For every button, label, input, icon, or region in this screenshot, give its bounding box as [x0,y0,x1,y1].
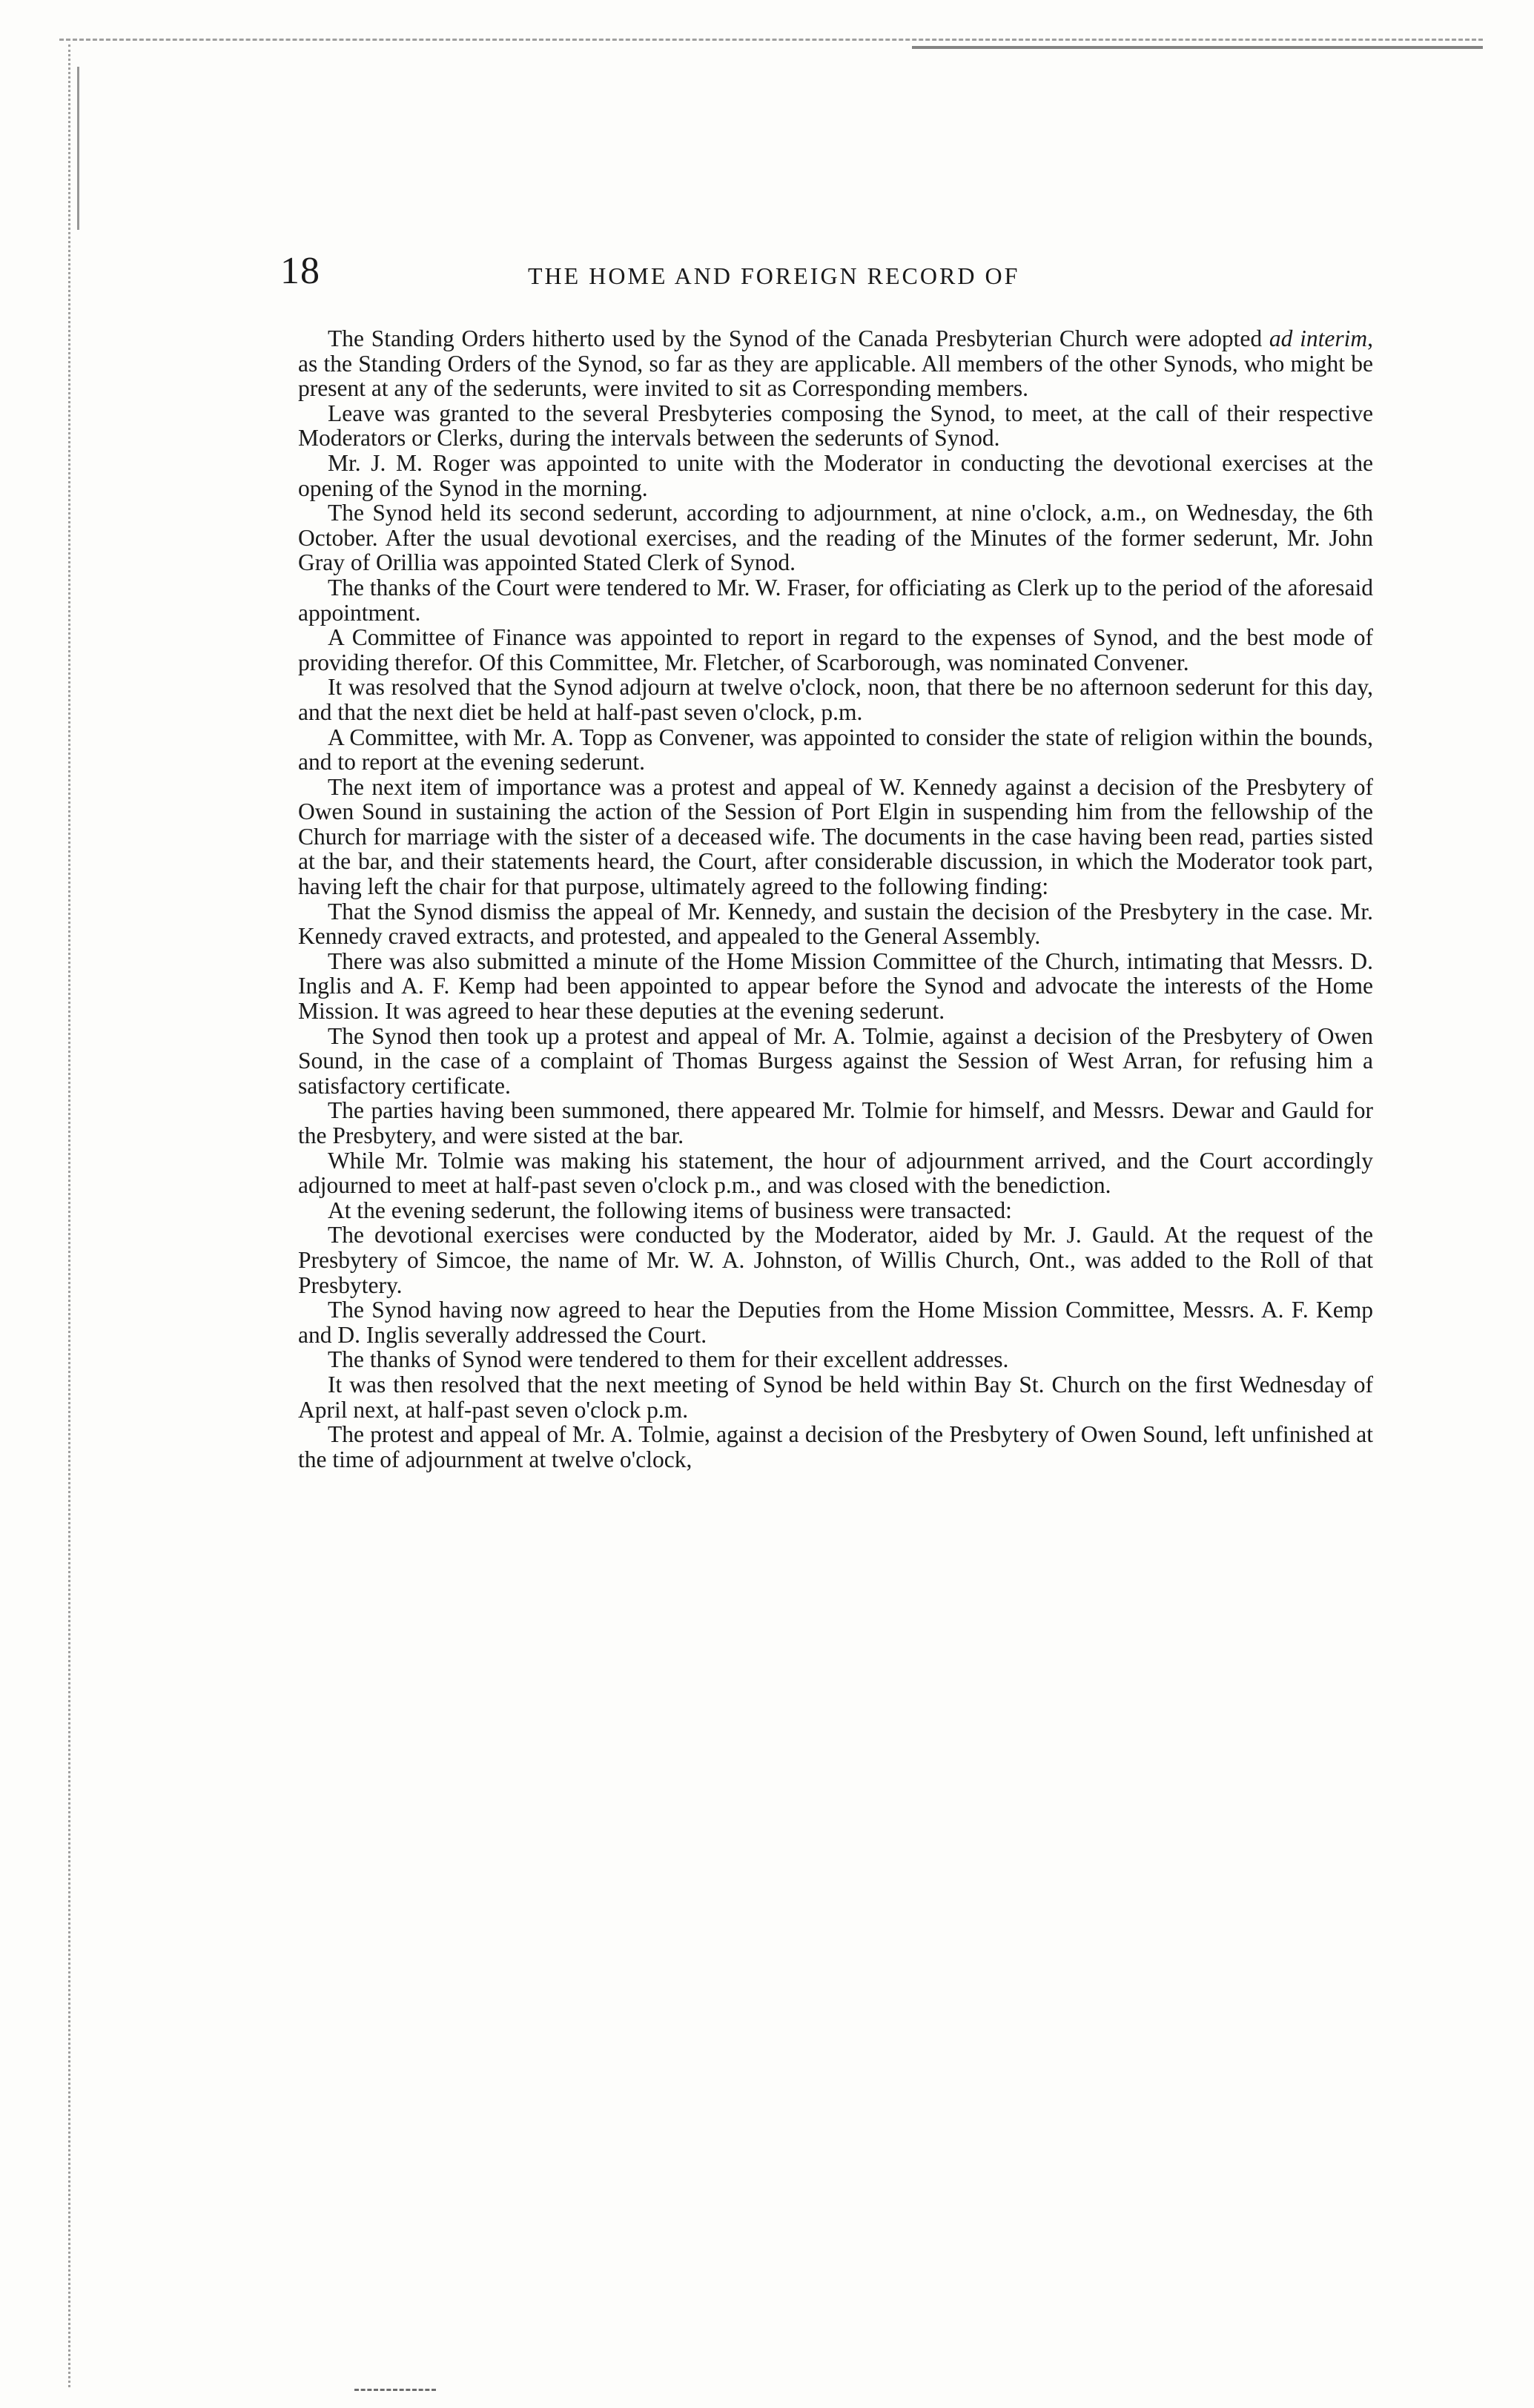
scan-edge-top-right [912,46,1483,49]
scan-edge-bottom [354,2389,436,2391]
page-number: 18 [280,250,320,292]
paragraph: The thanks of Synod were tendered to them for their excellent addresses. [328,1346,1009,1373]
paragraph: At the evening sederunt, the following items of business were transacted: [328,1197,1012,1223]
paragraph-italic-text: ad interim [1269,325,1368,351]
scan-edge-left [68,44,70,2387]
scan-edge-left-mark [77,67,79,230]
paragraph: That the Synod dismiss the appeal of Mr. Kennedy, and sustain the decision of the Presbytery in the case. Mr. Kennedy craved extracts, and protested, and appealed to the General Assembly. [298,898,1373,950]
paragraph: The Synod then took up a protest and appeal of Mr. A. Tolmie, against a decision of the Presbytery of Owen Sound, in the case of a complaint of Thomas Burgess against the Session of West Arran, for refusing him a satisfactory certificate. [298,1022,1373,1099]
paragraph: The protest and appeal of Mr. A. Tolmie, against a decision of the Presbytery of Owen Sound, left unfinished at the time of adjournment at twelve o'clock, [298,1421,1373,1472]
paragraph: There was also submitted a minute of the Home Mission Committee of the Church, intimating that Messrs. D. Inglis and A. F. Kemp had been appointed to appear before the Synod and advocate the interests of the Home Mission. It was agreed to hear these deputies at the evening sederunt. [298,947,1373,1025]
paragraph [298,326,1373,401]
paragraph: The devotional exercises were conducted by the Moderator, aided by Mr. J. Gauld. At the request of the Presbytery of Simcoe, the name of Mr. W. A. Johnston, of Willis Church, Ont., was added to the Roll of that Presbytery. [298,1222,1373,1298]
paragraph: The Synod held its second sederunt, according to adjournment, at nine o'clock, a.m., on Wednesday, the 6th October. After the usual devotional exercises, and the reading of the Minutes of the former sederunt, Mr. John Gray of Orillia was appointed Stated Clerk of Synod. [298,500,1373,576]
paragraph: The parties having been summoned, there appeared Mr. Tolmie for himself, and Messrs. Dewar and Gauld for the Presbytery, and were sisted at the bar. [298,1097,1373,1148]
paragraph: The thanks of the Court were tendered to Mr. W. Fraser, for officiating as Clerk up to the period of the aforesaid appointment. [298,574,1374,626]
paragraph: It was resolved that the Synod adjourn at twelve o'clock, noon, that there be no afternoon sederunt for this day, and that the next diet be held at half-past seven o'clock, p.m. [298,674,1373,725]
paragraph: The Synod having now agreed to hear the Deputies from the Home Mission Committee, Messrs. A. F. Kemp and D. Inglis severally addressed the Court. [298,1297,1373,1348]
paragraph: Leave was granted to the several Presbyteries composing the Synod, to meet, at the call of their respective Moderators or Clerks, during the intervals between the sederunts of Synod. [298,400,1373,452]
scan-edge-top [59,39,1483,41]
paragraph-text: The Standing Orders hitherto used by the Synod of the Canada Presbyterian Church were adopted [328,325,1269,351]
paragraph: Mr. J. M. Roger was appointed to unite with the Moderator in conducting the devotional exercises at the opening of the Synod in the morning. [298,449,1373,501]
paragraph: The next item of importance was a protest and appeal of W. Kennedy against a decision of the Presbytery of Owen Sound in sustaining the action of the Session of Port Elgin in suspending him from the fellowship of the Church for marriage with the sister of a deceased wife. The documents in the case having been read, parties sisted at the bar, and their statements heard, the Court, after considerable discussion, in which the Moderator took part, having left the chair for that purpose, ultimately agreed to the following finding: [298,773,1373,900]
paragraph-text: , as the Standing Orders of the Synod, so far as they are applicable. All members of the other Synods, who might be present at any of the sederunts, were invited to sit as Corresponding members. [298,325,1374,402]
body-text [298,326,1373,1472]
running-head: THE HOME AND FOREIGN RECORD OF [528,262,1020,289]
paragraph: While Mr. Tolmie was making his statement, the hour of adjournment arrived, and the Court accordingly adjourned to meet at half-past seven o'clock p.m., and was closed with the benediction. [298,1147,1373,1199]
paragraph: A Committee of Finance was appointed to report in regard to the expenses of Synod, and the best mode of providing therefor. Of this Committee, Mr. Fletcher, of Scarborough, was nominated Convener. [298,624,1373,675]
paragraph: A Committee, with Mr. A. Topp as Convener, was appointed to consider the state of religion within the bounds, and to report at the evening sederunt. [298,724,1373,775]
paragraph: It was then resolved that the next meeting of Synod be held within Bay St. Church on the first Wednesday of April next, at half-past seven o'clock p.m. [298,1371,1373,1423]
